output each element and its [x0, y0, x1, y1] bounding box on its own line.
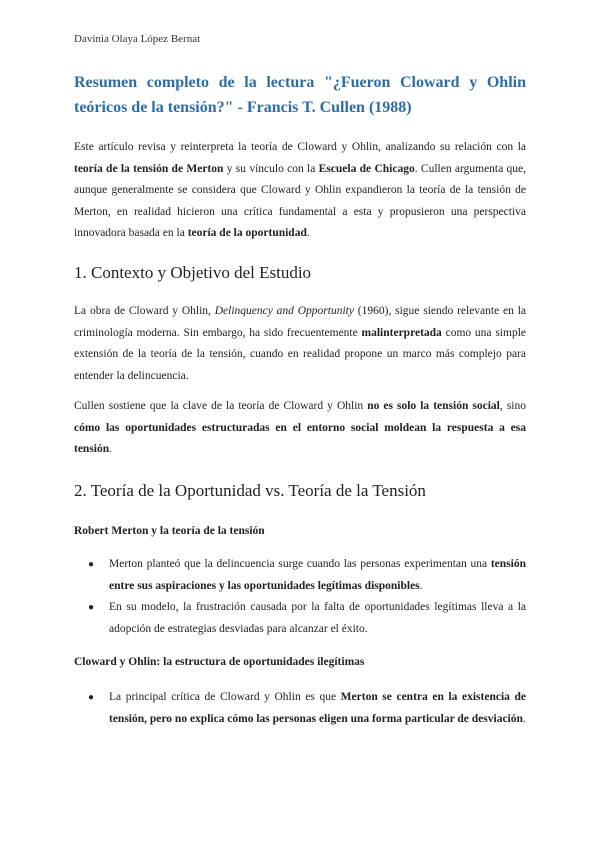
- section-1-paragraph-1: La obra de Cloward y Ohlin, Delinquency and Opportunity (1960), sigue siendo relevante en la criminología moderna. Sin embargo, ha sido frecuentemente malinterpretada como una simple extensión de la teoría de la tensión, cuando en realidad propone un marco más complejo para entender la delincuencia.: [74, 305, 526, 382]
- list-item: ● La principal crítica de Cloward y Ohlin es que Merton se centra en la existencia de tensión, pero no explica cómo las personas eligen una forma particular de desviación.: [74, 687, 526, 730]
- book-title: Delinquency and Opportunity: [214, 305, 354, 317]
- intro-paragraph: Este artículo revisa y reinterpreta la teoría de Cloward y Ohlin, analizando su relación con la teoría de la tensión de Merton y su vínculo con la Escuela de Chicago. Cullen argumenta que, aunque generalmente se considera que Cloward y Ohlin expandieron la teoría de la tensión de Merton, en realidad hicieron una crítica fundamental a esta y propusieron una perspectiva innovadora basada en la teoría de la oportunidad.: [74, 141, 527, 239]
- document-title: [74, 70, 526, 120]
- section-1-heading: 1. Contexto y Objetivo del Estudio: [74, 263, 312, 282]
- bullet-icon: ●: [88, 559, 95, 570]
- list-item: ● Merton planteó que la delincuencia surge cuando las personas experimentan una tensión entre sus aspiraciones y las oportunidades legítimas disponibles.: [74, 554, 526, 597]
- emphasis-opportunity-theory: teoría de la oportunidad: [187, 227, 307, 239]
- author-header: Davinia Olaya López Bernat: [74, 33, 201, 45]
- title-line-1: Resumen completo de la lectura "¿Fueron Cloward y Ohlin: [74, 74, 526, 91]
- section-2-heading: 2. Teoría de la Oportunidad vs. Teoría de la Tensión: [74, 481, 426, 500]
- emphasis-structured-opportunities: cómo las oportunidades estructuradas en el entorno social moldean la respuesta a esa tensión: [74, 421, 526, 455]
- emphasis-merton-strain: teoría de la tensión de Merton: [74, 162, 224, 175]
- emphasis-misinterpreted: malinterpretada: [361, 326, 442, 339]
- subsection-merton-heading: Robert Merton y la teoría de la tensión: [74, 525, 265, 537]
- list-item: ● En su modelo, la frustración causada por la falta de oportunidades legítimas lleva a la adopción de estrategias desviadas para alcanzar el éxito.: [74, 597, 526, 640]
- bullet-icon: ●: [88, 602, 95, 613]
- section-1-paragraph-2: Cullen sostiene que la clave de la teoría de Cloward y Ohlin no es solo la tensión social, sino cómo las oportunidades estructuradas en el entorno social moldean la respuesta a esa tensión.: [74, 400, 526, 455]
- emphasis-chicago-school: Escuela de Chicago: [318, 162, 415, 175]
- title-line-2: teóricos de la tensión?" - Francis T. Cullen (1988): [74, 99, 412, 116]
- cloward-ohlin-bullet-list: [74, 687, 526, 730]
- bullet-icon: ●: [88, 692, 95, 703]
- subsection-cloward-ohlin-heading: Cloward y Ohlin: la estructura de oportunidades ilegítimas: [74, 656, 365, 668]
- merton-bullet-list: [74, 554, 526, 640]
- emphasis-not-only-strain: no es solo la tensión social: [367, 400, 500, 412]
